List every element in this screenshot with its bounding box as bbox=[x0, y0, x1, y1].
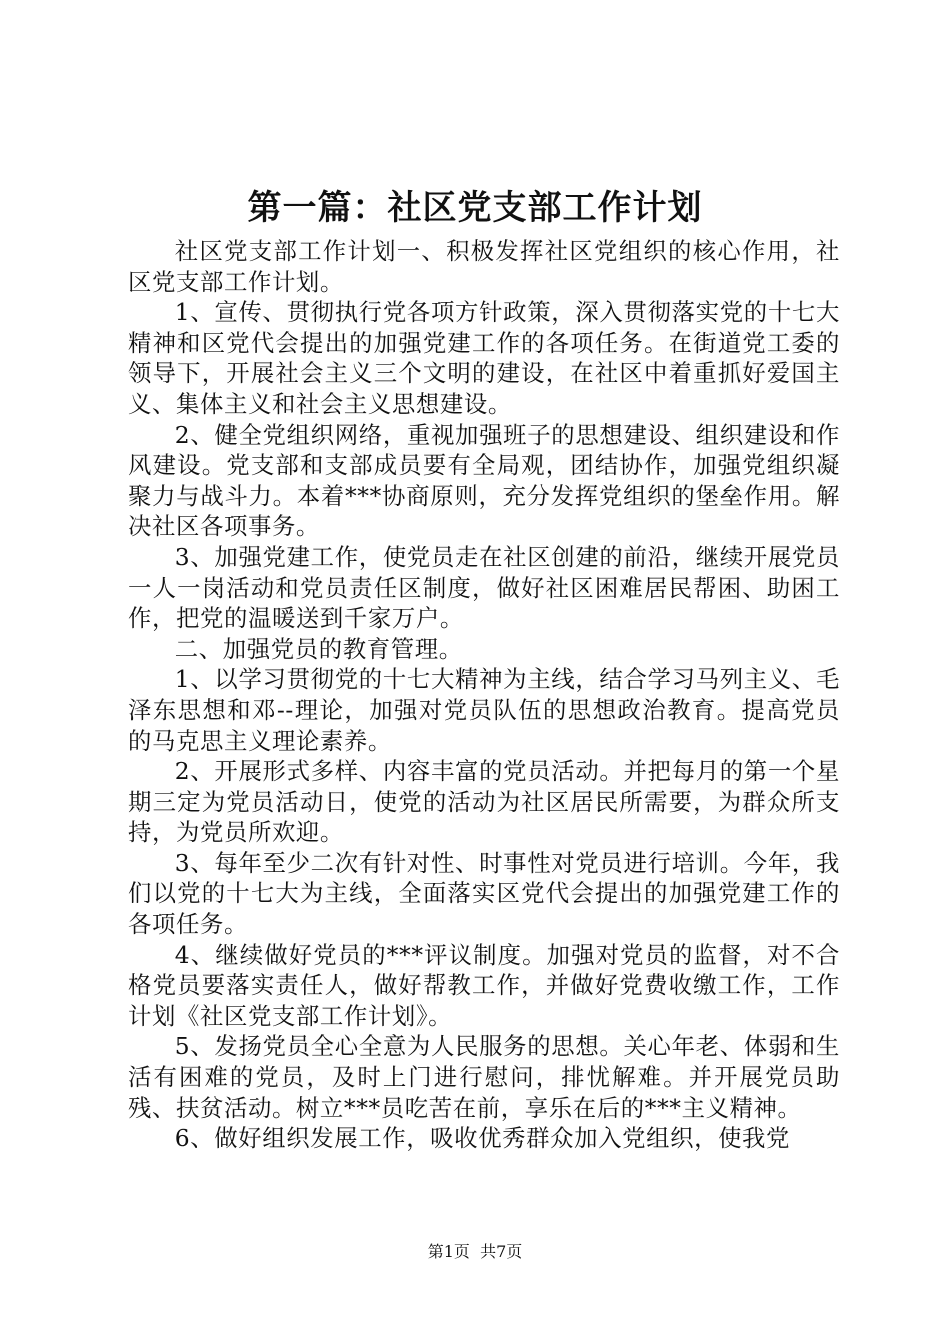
paragraph: 5、发扬党员全心全意为人民服务的思想。关心年老、体弱和生活有困难的党员，及时上门进行慰问，排忧解难。并开展党员助残、扶贫活动。树立***员吃苦在前，享乐在后的***主义精神。 bbox=[128, 1032, 840, 1122]
paragraph: 3、每年至少二次有针对性、时事性对党员进行培训。今年，我们以党的十七大为主线，全面落实区党代会提出的加强党建工作的各项任务。 bbox=[128, 848, 840, 939]
page-number: 第1页 bbox=[427, 1242, 470, 1261]
paragraph: 社区党支部工作计划一、积极发挥社区党组织的核心作用，社区党支部工作计划。 bbox=[128, 237, 840, 296]
paragraph: 6、做好组织发展工作，吸收优秀群众加入党组织，使我党 bbox=[174, 1124, 791, 1153]
footer-separator bbox=[470, 1242, 480, 1261]
paragraph: 4、继续做好党员的***评议制度。加强对党员的监督，对不合格党员要落实责任人，做好帮教工作，并做好党费收缴工作，工作计划《社区党支部工作计划》。 bbox=[128, 940, 840, 1030]
document-body bbox=[128, 236, 840, 1154]
paragraph: 1、以学习贯彻党的十七大精神为主线，结合学习马列主义、毛泽东思想和邓--理论，加强对党员队伍的思想政治教育。提高党员的马克思主义理论素养。 bbox=[128, 665, 840, 755]
paragraph: 1、宣传、贯彻执行党各项方针政策，深入贯彻落实党的十七大精神和区党代会提出的加强党建工作的各项任务。在街道党工委的领导下，开展社会主义三个文明的建设，在社区中着重抓好爱国主义、集体主义和社会主义思想建设。 bbox=[128, 298, 840, 418]
page-total: 共7页 bbox=[480, 1242, 523, 1261]
page-footer bbox=[0, 1241, 950, 1263]
section-heading: 二、加强党员的教育管理。 bbox=[174, 634, 463, 663]
paragraph: 2、健全党组织网络，重视加强班子的思想建设、组织建设和作风建设。党支部和支部成员要有全局观，团结协作，加强党组织凝聚力与战斗力。本着***协商原则，充分发挥党组织的堡垒作用。解决社区各项事务。 bbox=[128, 420, 840, 541]
paragraph: 3、加强党建工作，使党员走在社区创建的前沿，继续开展党员一人一岗活动和党员责任区制度，做好社区困难居民帮困、助困工作，把党的温暖送到千家万户。 bbox=[128, 542, 840, 633]
document-title: 第一篇：社区党支部工作计划 bbox=[247, 188, 703, 228]
paragraph: 2、开展形式多样、内容丰富的党员活动。并把每月的第一个星期三定为党员活动日，使党的活动为社区居民所需要，为群众所支持，为党员所欢迎。 bbox=[128, 757, 840, 847]
